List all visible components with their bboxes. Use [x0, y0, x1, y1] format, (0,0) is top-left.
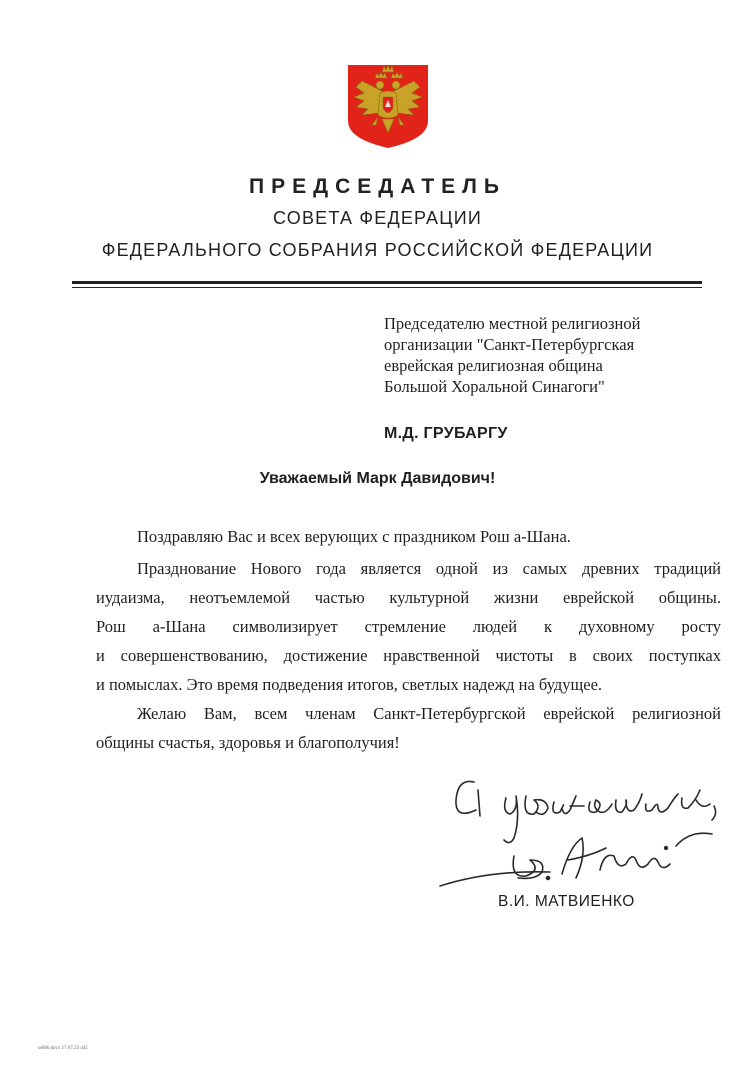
- body-line: иудаизма, неотъемлемой частью культурной жизни еврейской общины.: [96, 588, 721, 607]
- signature-stroke: [562, 838, 606, 878]
- body-line: Рош а-Шана символизирует стремление людей к духовному росту: [96, 617, 721, 636]
- signature-stroke: [456, 781, 476, 813]
- signer-name: В.И. МАТВИЕНКО: [498, 893, 635, 910]
- recipient-line: еврейская религиозная община: [384, 356, 603, 375]
- signature-stroke: [440, 872, 550, 886]
- document-footer-code: ss686.docx 17.07.23 445: [38, 1046, 88, 1051]
- body-line: и совершенствованию, достижение нравственной чистоты в своих поступках: [96, 646, 721, 665]
- signature-stroke: [600, 855, 670, 870]
- signature-dot: [665, 847, 668, 850]
- coat-of-arms-icon: [346, 63, 430, 149]
- body-line: общины счастья, здоровья и благополучия!: [96, 733, 400, 752]
- signature-stroke: [525, 796, 548, 814]
- signature-stroke: [676, 833, 712, 846]
- body-line: Поздравляю Вас и всех верующих с праздником Рош а-Шана.: [137, 527, 571, 546]
- letterhead-rule-thick: [72, 281, 702, 284]
- recipient-line: организации "Санкт-Петербургская: [384, 335, 635, 354]
- signature-stroke: [513, 856, 543, 878]
- signature-stroke: [553, 796, 584, 814]
- signature-stroke: [504, 796, 518, 843]
- letterhead-assembly: ФЕДЕРАЛЬНОГО СОБРАНИЯ РОССИЙСКОЙ ФЕДЕРАЦИИ: [101, 240, 654, 260]
- paragraph-new-year: [96, 554, 721, 699]
- addressee-name: М.Д. ГРУБАРГУ: [384, 425, 508, 442]
- signature-stroke: [616, 794, 642, 812]
- signature-dot: [547, 877, 550, 880]
- body-line: и помыслах. Это время подведения итогов, светлых надежд на будущее.: [96, 675, 603, 694]
- body-line: Празднование Нового года является одной из самых древних традиций: [137, 559, 721, 578]
- signature-stroke: [478, 790, 480, 816]
- recipient-line: Председателю местной религиозной: [384, 314, 641, 333]
- handwritten-signature: [430, 760, 730, 890]
- paragraph-wishes: [96, 699, 721, 757]
- letterhead-title: ПРЕДСЕДАТЕЛЬ: [249, 175, 506, 198]
- salutation: Уважаемый Марк Давидович!: [259, 470, 496, 487]
- recipient-block: [384, 313, 704, 397]
- letterhead-council: СОВЕТА ФЕДЕРАЦИИ: [272, 208, 483, 228]
- signature-stroke: [646, 794, 678, 812]
- body-line: Желаю Вам, всем членам Санкт-Петербургской еврейской религиозной: [137, 704, 721, 723]
- signature-stroke: [589, 800, 612, 812]
- paragraph-greeting: [96, 522, 721, 551]
- signature-stroke: [682, 790, 716, 820]
- recipient-line: Большой Хоральной Синагоги": [384, 377, 605, 396]
- letterhead-rule-thin: [72, 287, 702, 288]
